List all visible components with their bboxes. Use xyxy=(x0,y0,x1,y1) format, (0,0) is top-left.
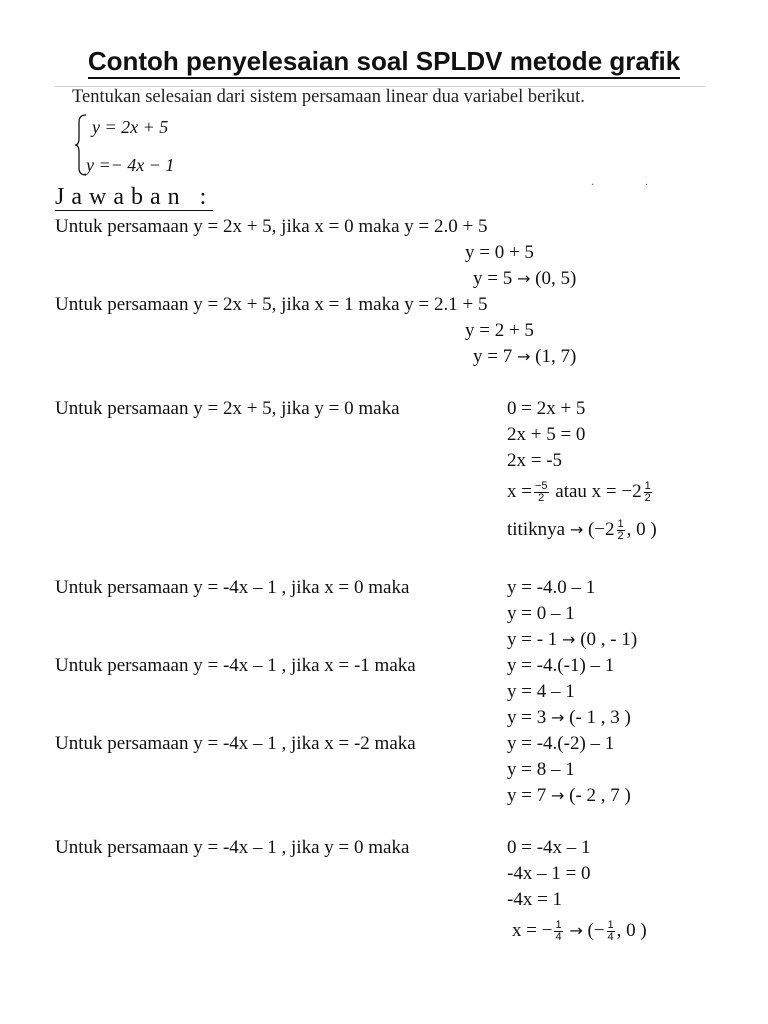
arrow-icon: → xyxy=(562,630,576,649)
answer-heading: Jawaban : xyxy=(55,184,214,210)
step-line: 2x = -5 xyxy=(507,450,563,471)
arrow-icon: → xyxy=(569,921,583,940)
step-line: y = - 1 → (0 , - 1) xyxy=(507,629,638,650)
step-line: Untuk persamaan y = -4x – 1 , jika x = -1 maka xyxy=(55,655,416,676)
step-line: y = -4.(-1) – 1 xyxy=(507,655,615,676)
step-line: titiknya → (−2 $\frac{1}{2}$ , 0 ) xyxy=(507,518,657,543)
step-line: x = − $\frac{1}{4}$ → (− $\frac{1}{4}$ , 0 ) xyxy=(512,919,647,944)
system-equation-1: y = 2x + 5 xyxy=(92,117,169,137)
step-line: Untuk persamaan y = -4x – 1 , jika y = 0 maka xyxy=(55,837,410,858)
step-line: y = 5 → (0, 5) xyxy=(473,268,577,289)
step-line: y = 0 + 5 xyxy=(465,242,534,263)
step-line: Untuk persamaan y = -4x – 1 , jika x = -2 maka xyxy=(55,733,416,754)
step-line: x = $\frac{-5}{2}$ atau x = −2 $\frac{1}{2}$ xyxy=(507,480,651,505)
fraction: $\frac{1}{4}$ xyxy=(607,919,614,944)
step-line: Untuk persamaan y = 2x + 5, jika x = 0 maka y = 2.0 + 5 xyxy=(55,216,488,237)
problem-prompt: Tentukan selesaian dari sistem persamaan linear dua variabel berikut. xyxy=(72,87,585,107)
step-line: y = 3 → (- 1 , 3 ) xyxy=(507,707,631,728)
fraction: $\frac{-5}{2}$ xyxy=(534,480,548,505)
arrow-icon: → xyxy=(516,347,531,366)
system-equation-2: y =− 4x − 1 xyxy=(86,155,175,175)
step-line: y = -4.0 – 1 xyxy=(507,577,596,598)
fraction: $\frac{1}{4}$ xyxy=(555,919,562,944)
step-line: y = 0 – 1 xyxy=(507,603,575,624)
step-line: y = 7 → (- 2 , 7 ) xyxy=(507,785,631,806)
step-line: Untuk persamaan y = 2x + 5, jika y = 0 maka xyxy=(55,398,400,419)
step-line: -4x – 1 = 0 xyxy=(507,863,591,884)
step-line: y = -4.(-2) – 1 xyxy=(507,733,615,754)
step-line: y = 7 → (1, 7) xyxy=(473,346,577,367)
step-line: 0 = -4x – 1 xyxy=(507,837,591,858)
page-title: Contoh penyelesaian soal SPLDV metode grafik xyxy=(0,46,768,77)
fraction: $\frac{1}{2}$ xyxy=(644,480,651,505)
step-line: Untuk persamaan y = 2x + 5, jika x = 1 maka y = 2.1 + 5 xyxy=(55,294,488,315)
fraction: $\frac{1}{2}$ xyxy=(617,518,624,543)
step-line: y = 2 + 5 xyxy=(465,320,534,341)
step-line: Untuk persamaan y = -4x – 1 , jika x = 0 maka xyxy=(55,577,410,598)
step-line: -4x = 1 xyxy=(507,889,563,910)
scan-dots: . . xyxy=(591,174,672,188)
step-line: 0 = 2x + 5 xyxy=(507,398,586,419)
step-line: y = 8 – 1 xyxy=(507,759,575,780)
arrow-icon: → xyxy=(569,520,584,539)
step-line: 2x + 5 = 0 xyxy=(507,424,586,445)
step-line: y = 4 – 1 xyxy=(507,681,575,702)
arrow-icon: → xyxy=(516,269,531,288)
arrow-icon: → xyxy=(550,708,565,727)
arrow-icon: → xyxy=(550,786,565,805)
